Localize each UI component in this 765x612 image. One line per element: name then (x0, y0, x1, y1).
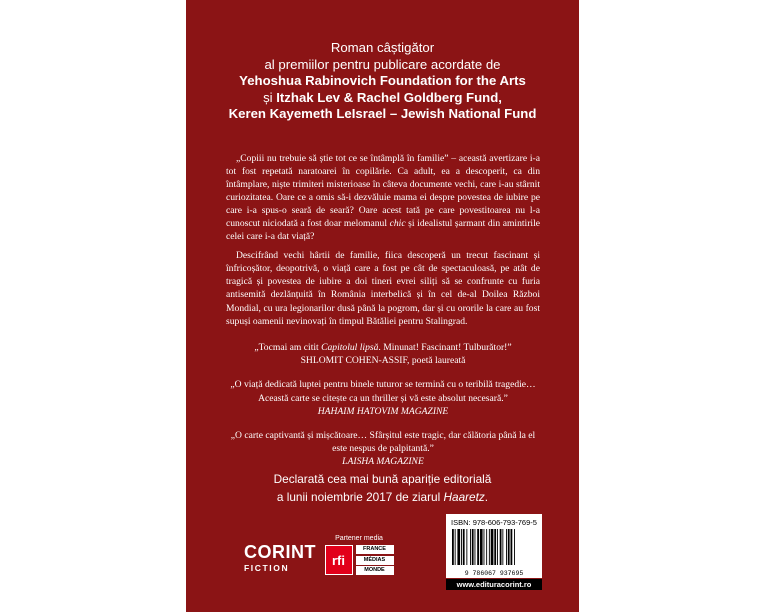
isbn-block (446, 514, 542, 590)
france-medias-monde-logo (356, 545, 394, 575)
quote-author: HAHAIM HATOVIM MAGAZINE (317, 405, 449, 417)
award-line-4 (186, 90, 579, 107)
award-line-2: al premiilor pentru publicare acordate de (264, 56, 501, 72)
review-quote-3 (226, 429, 540, 469)
haaretz-line-1: Declarată cea mai bună apariție editorială (273, 472, 492, 486)
quote-author: SHLOMIT COHEN-ASSIF, poetă laureată (300, 355, 466, 367)
barcode-digits: 9 786067 937695 (464, 570, 524, 577)
haaretz-name: Haaretz (443, 489, 485, 504)
quote-author: LAISHA MAGAZINE (342, 456, 424, 468)
review-quotes (226, 341, 540, 480)
fmm-line-2: MÉDIAS (356, 556, 394, 565)
blurb-p1-part-a: „Copiii nu trebuie să știe tot ce se întâmplă în familie” – această avertizare i-a tot fost repetată naratoarei în copilărie. Ca adult, ea a descoperit, ca din întâmplare, niște trimiteri misterioase în câteva documente vechi, care i-au stârnit curiozitatea. Oare ce a omis să-i dezvăluie mama ei despre povestea de iubire pe care i-a spus-o seară de seară? Oare acest tată pe care povestitoarea nu l-a cunoscut niciodată a fost doar melomanul (226, 153, 540, 230)
quote-1-book-title: Capitolul lipsă (321, 342, 379, 353)
fmm-line-1: FRANCE (356, 545, 394, 554)
quote-1-part-b: . Minunat! Fascinant! Tulburător!” (378, 342, 512, 353)
quote-1-part-a: „Tocmai am citit (254, 342, 322, 353)
quote-text: „O viață dedicată luptei pentru binele tuturor se termină cu o teribilă tragedie… Această carte se citește ca un thriller și vă este absolut necesară.” (230, 379, 536, 404)
haaretz-line-2 (186, 489, 579, 507)
quote-text (226, 341, 540, 354)
blurb-p1-emphasis: chic (389, 218, 406, 230)
media-partner-logos (319, 545, 399, 575)
haaretz-line-2-b: . (484, 489, 489, 504)
blurb-paragraph-2: Descifrând vechi hârtii de familie, fiica descoperă un trecut fascinant și înfricoșător, deopotrivă, o viață care a fost pe cât de spectaculoasă, pe atât de tragică și povestea de iubire a doi tineri evrei siliți să se confrunte cu furia antisemită dezlănțuită în România interbelică și în cel de-al Doilea Război Mondial, cu ura legionarilor dusă până la pogrom, dar și cu ororile la care au fost supuși oamenii nevinovați în timpul Bătăliei pentru Stalingrad. (226, 250, 540, 327)
fmm-line-3: MONDE (356, 566, 394, 575)
publisher-name: CORINT (244, 542, 316, 562)
award-line-1: Roman câștigător (330, 40, 435, 55)
book-blurb (226, 152, 540, 334)
publisher-website: www.edituracorint.ro (446, 579, 542, 590)
media-partner (319, 535, 399, 575)
haaretz-note (186, 471, 579, 506)
media-partner-label: Partener media (335, 535, 383, 542)
review-quote-2 (226, 378, 540, 418)
blurb-p1-part-b: și idealistul șarmant din amintirile celei care i-a dat viață? (226, 218, 540, 243)
rfi-text: rfi (332, 552, 345, 568)
quote-text: „O carte captivantă și mișcătoare… Sfârșitul este tragic, dar călătoria până la el este nespus de palpitantă.” (230, 430, 536, 455)
isbn-label: ISBN: 978-606-793-769-5 (451, 518, 537, 527)
blurb-paragraph-1 (226, 152, 540, 243)
review-quote-1 (226, 341, 540, 367)
award-line-3: Yehoshua Rabinovich Foundation for the Arts (239, 73, 526, 88)
corint-fiction-logo (244, 543, 316, 577)
award-line-4-bold: Itzhak Lev & Rachel Goldberg Fund, (276, 89, 502, 105)
award-line-5: Keren Kayemeth LeIsrael – Jewish National Fund (228, 106, 537, 121)
rfi-logo (325, 545, 353, 575)
award-line-4-prefix: și (263, 89, 277, 105)
isbn-card (446, 514, 542, 578)
publisher-imprint: FICTION (244, 563, 290, 573)
barcode-icon (450, 529, 538, 565)
award-header (186, 40, 579, 123)
haaretz-line-2-a: a lunii noiembrie 2017 de ziarul (276, 489, 444, 504)
back-cover (186, 0, 579, 612)
